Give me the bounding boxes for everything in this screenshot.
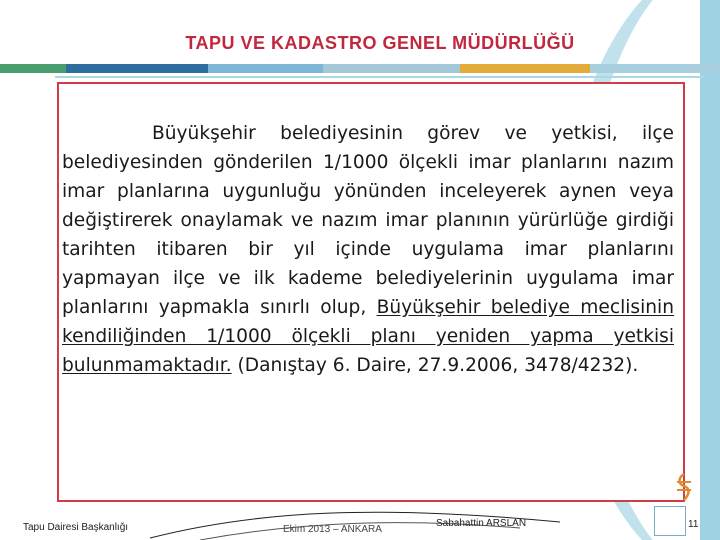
bar-segment-blue — [66, 64, 208, 73]
body-text: Büyükşehir belediyesinin görev ve yetkisi, ilçe belediyesinden gönderilen 1/1000 ölçekli imar planlarını nazım imar planlarına uygunluğu yönünden inceleyerek aynen veya değiştirerek onaylamak ve nazım imar planının yürürlüğe girdiği tarihten itibaren bir yıl içinde uygulama imar planlarını yapmayan ilçe ve ilk kademe belediyelerinin uygulama imar planlarını yapmakla sınırlı olup, — [62, 123, 674, 318]
footer-author: Sabahattin ARSLAN — [436, 518, 527, 529]
bar-segment-green — [0, 64, 66, 73]
bar-segment-pale-blue — [323, 64, 460, 73]
footer-date-location: Ekim 2013 – ANKARA — [283, 524, 382, 535]
body-paragraph — [62, 119, 674, 380]
footer-department: Tapu Dairesi Başkanlığı — [23, 522, 129, 533]
bar-segment-orange — [460, 64, 590, 73]
body-text-underlined: Büyükşehir belediye meclisinin kendiliğinden 1/1000 ölçekli planı yeniden yapma yetkisi bulunmamaktadır. — [62, 297, 674, 376]
page-number-box — [654, 506, 686, 536]
bar-segment-sky — [590, 64, 720, 73]
organization-logo-icon — [672, 472, 696, 502]
citation-text: (Danıştay 6. Daire, 27.9.2006, 3478/4232). — [237, 355, 639, 376]
divider-line — [55, 76, 705, 78]
slide-title: TAPU VE KADASTRO GENEL MÜDÜRLÜĞÜ — [185, 33, 575, 53]
decorative-edge — [700, 0, 720, 540]
page-number: 11 — [688, 519, 699, 530]
title-color-bar — [0, 64, 720, 73]
bar-segment-light-blue — [208, 64, 323, 73]
